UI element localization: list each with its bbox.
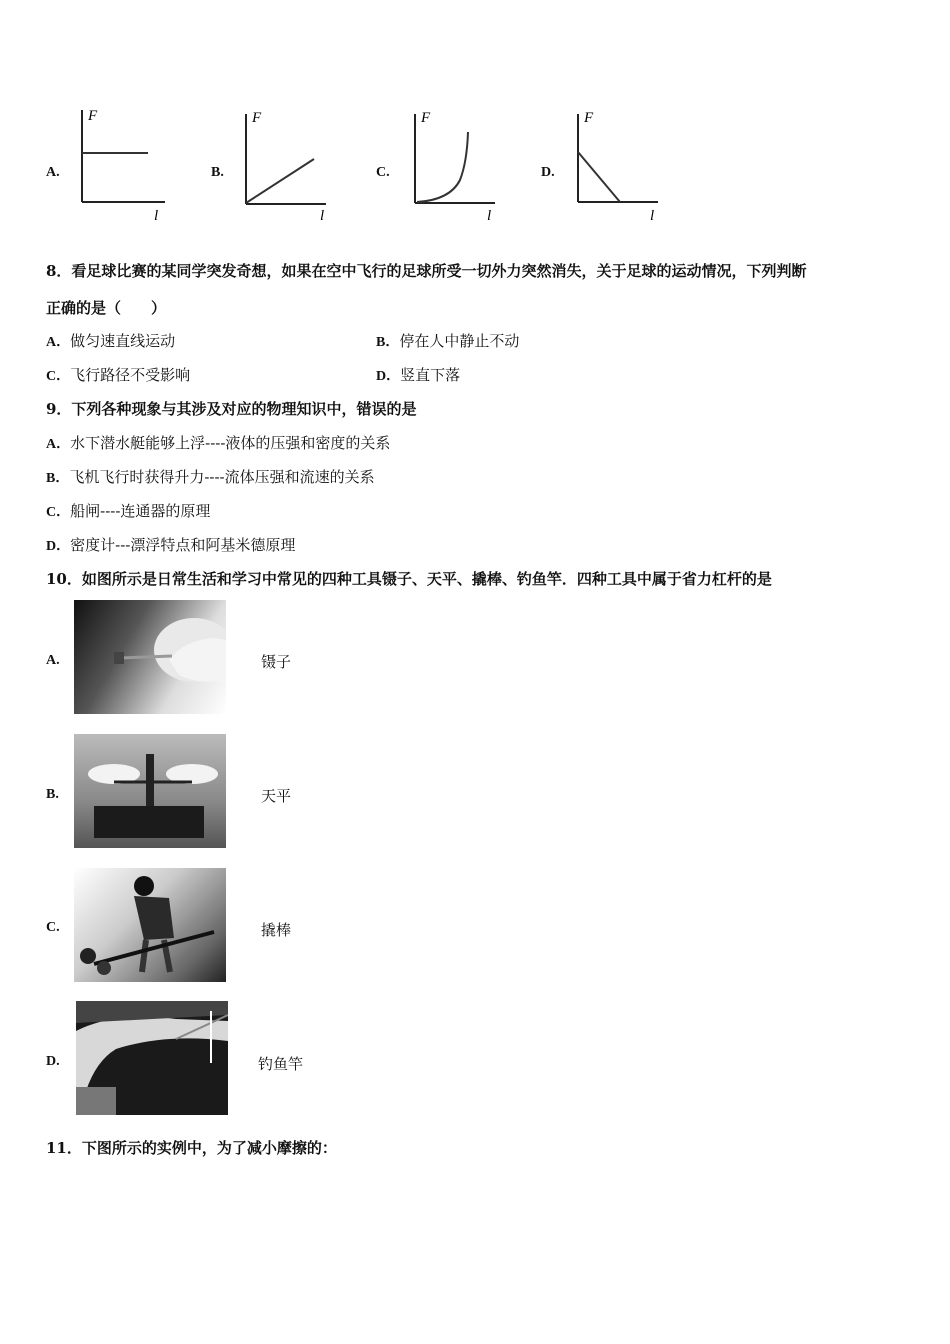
q10-stem: 10．如图所示是日常生活和学习中常见的四种工具镊子、天平、撬棒、钓鱼竿．四种工具中属于省力杠杆的是 — [46, 570, 772, 588]
q10-option-c-label: C. — [46, 920, 60, 935]
q9-stem: 9．下列各种现象与其涉及对应的物理知识中，错误的是 — [46, 400, 417, 418]
q8-option-b: B．停在人中静止不动 — [376, 332, 520, 350]
x-axis-label: l — [650, 208, 655, 224]
fishing-rod-photo — [76, 1001, 228, 1115]
x-axis-label: l — [154, 208, 159, 224]
y-axis-label: F — [252, 110, 262, 126]
q10-option-b-text: 天平 — [261, 787, 292, 805]
q10-option-d-label: D. — [46, 1054, 60, 1069]
q11-stem: 11．下图所示的实例中，为了减小摩擦的： — [46, 1139, 337, 1157]
q9-option-b: B．飞机飞行时获得升力----流体压强和流速的关系 — [46, 468, 375, 486]
q10-option-a-text: 镊子 — [261, 653, 292, 671]
q8-stem-line1: 8．看足球比赛的某同学突发奇想，如果在空中飞行的足球所受一切外力突然消失，关于足球的运动情况，下列判断 — [46, 262, 807, 280]
option-b-label: B. — [211, 165, 224, 180]
q8-option-d: D．竖直下落 — [376, 366, 461, 384]
option-d-label: D. — [541, 165, 555, 180]
tweezers-photo — [74, 600, 226, 714]
q10-option-d-text: 钓鱼竿 — [258, 1055, 304, 1073]
y-axis-label: F — [584, 110, 594, 126]
x-axis-label: l — [320, 208, 325, 224]
q9-option-a: A．水下潜水艇能够上浮----液体的压强和密度的关系 — [46, 434, 391, 452]
q8-stem-line2: 正确的是（ ） — [46, 299, 167, 317]
y-axis-label: F — [88, 108, 98, 124]
graph-b — [236, 100, 346, 225]
q8-option-a: A．做匀速直线运动 — [46, 332, 176, 350]
option-a-label: A. — [46, 165, 60, 180]
q9-option-d: D．密度计---漂浮特点和阿基米德原理 — [46, 536, 296, 554]
graph-c — [405, 100, 515, 225]
q8-option-c: C．飞行路径不受影响 — [46, 366, 191, 384]
balance-photo — [74, 734, 226, 848]
q10-option-b-label: B. — [46, 787, 59, 802]
q9-option-c: C．船闸----连通器的原理 — [46, 502, 211, 520]
q10-option-a-label: A. — [46, 653, 60, 668]
option-c-label: C. — [376, 165, 390, 180]
crowbar-photo — [74, 868, 226, 982]
q10-option-c-text: 撬棒 — [261, 921, 292, 939]
graph-a — [70, 100, 180, 225]
y-axis-label: F — [421, 110, 431, 126]
graph-d — [568, 100, 678, 225]
x-axis-label: l — [487, 208, 492, 224]
